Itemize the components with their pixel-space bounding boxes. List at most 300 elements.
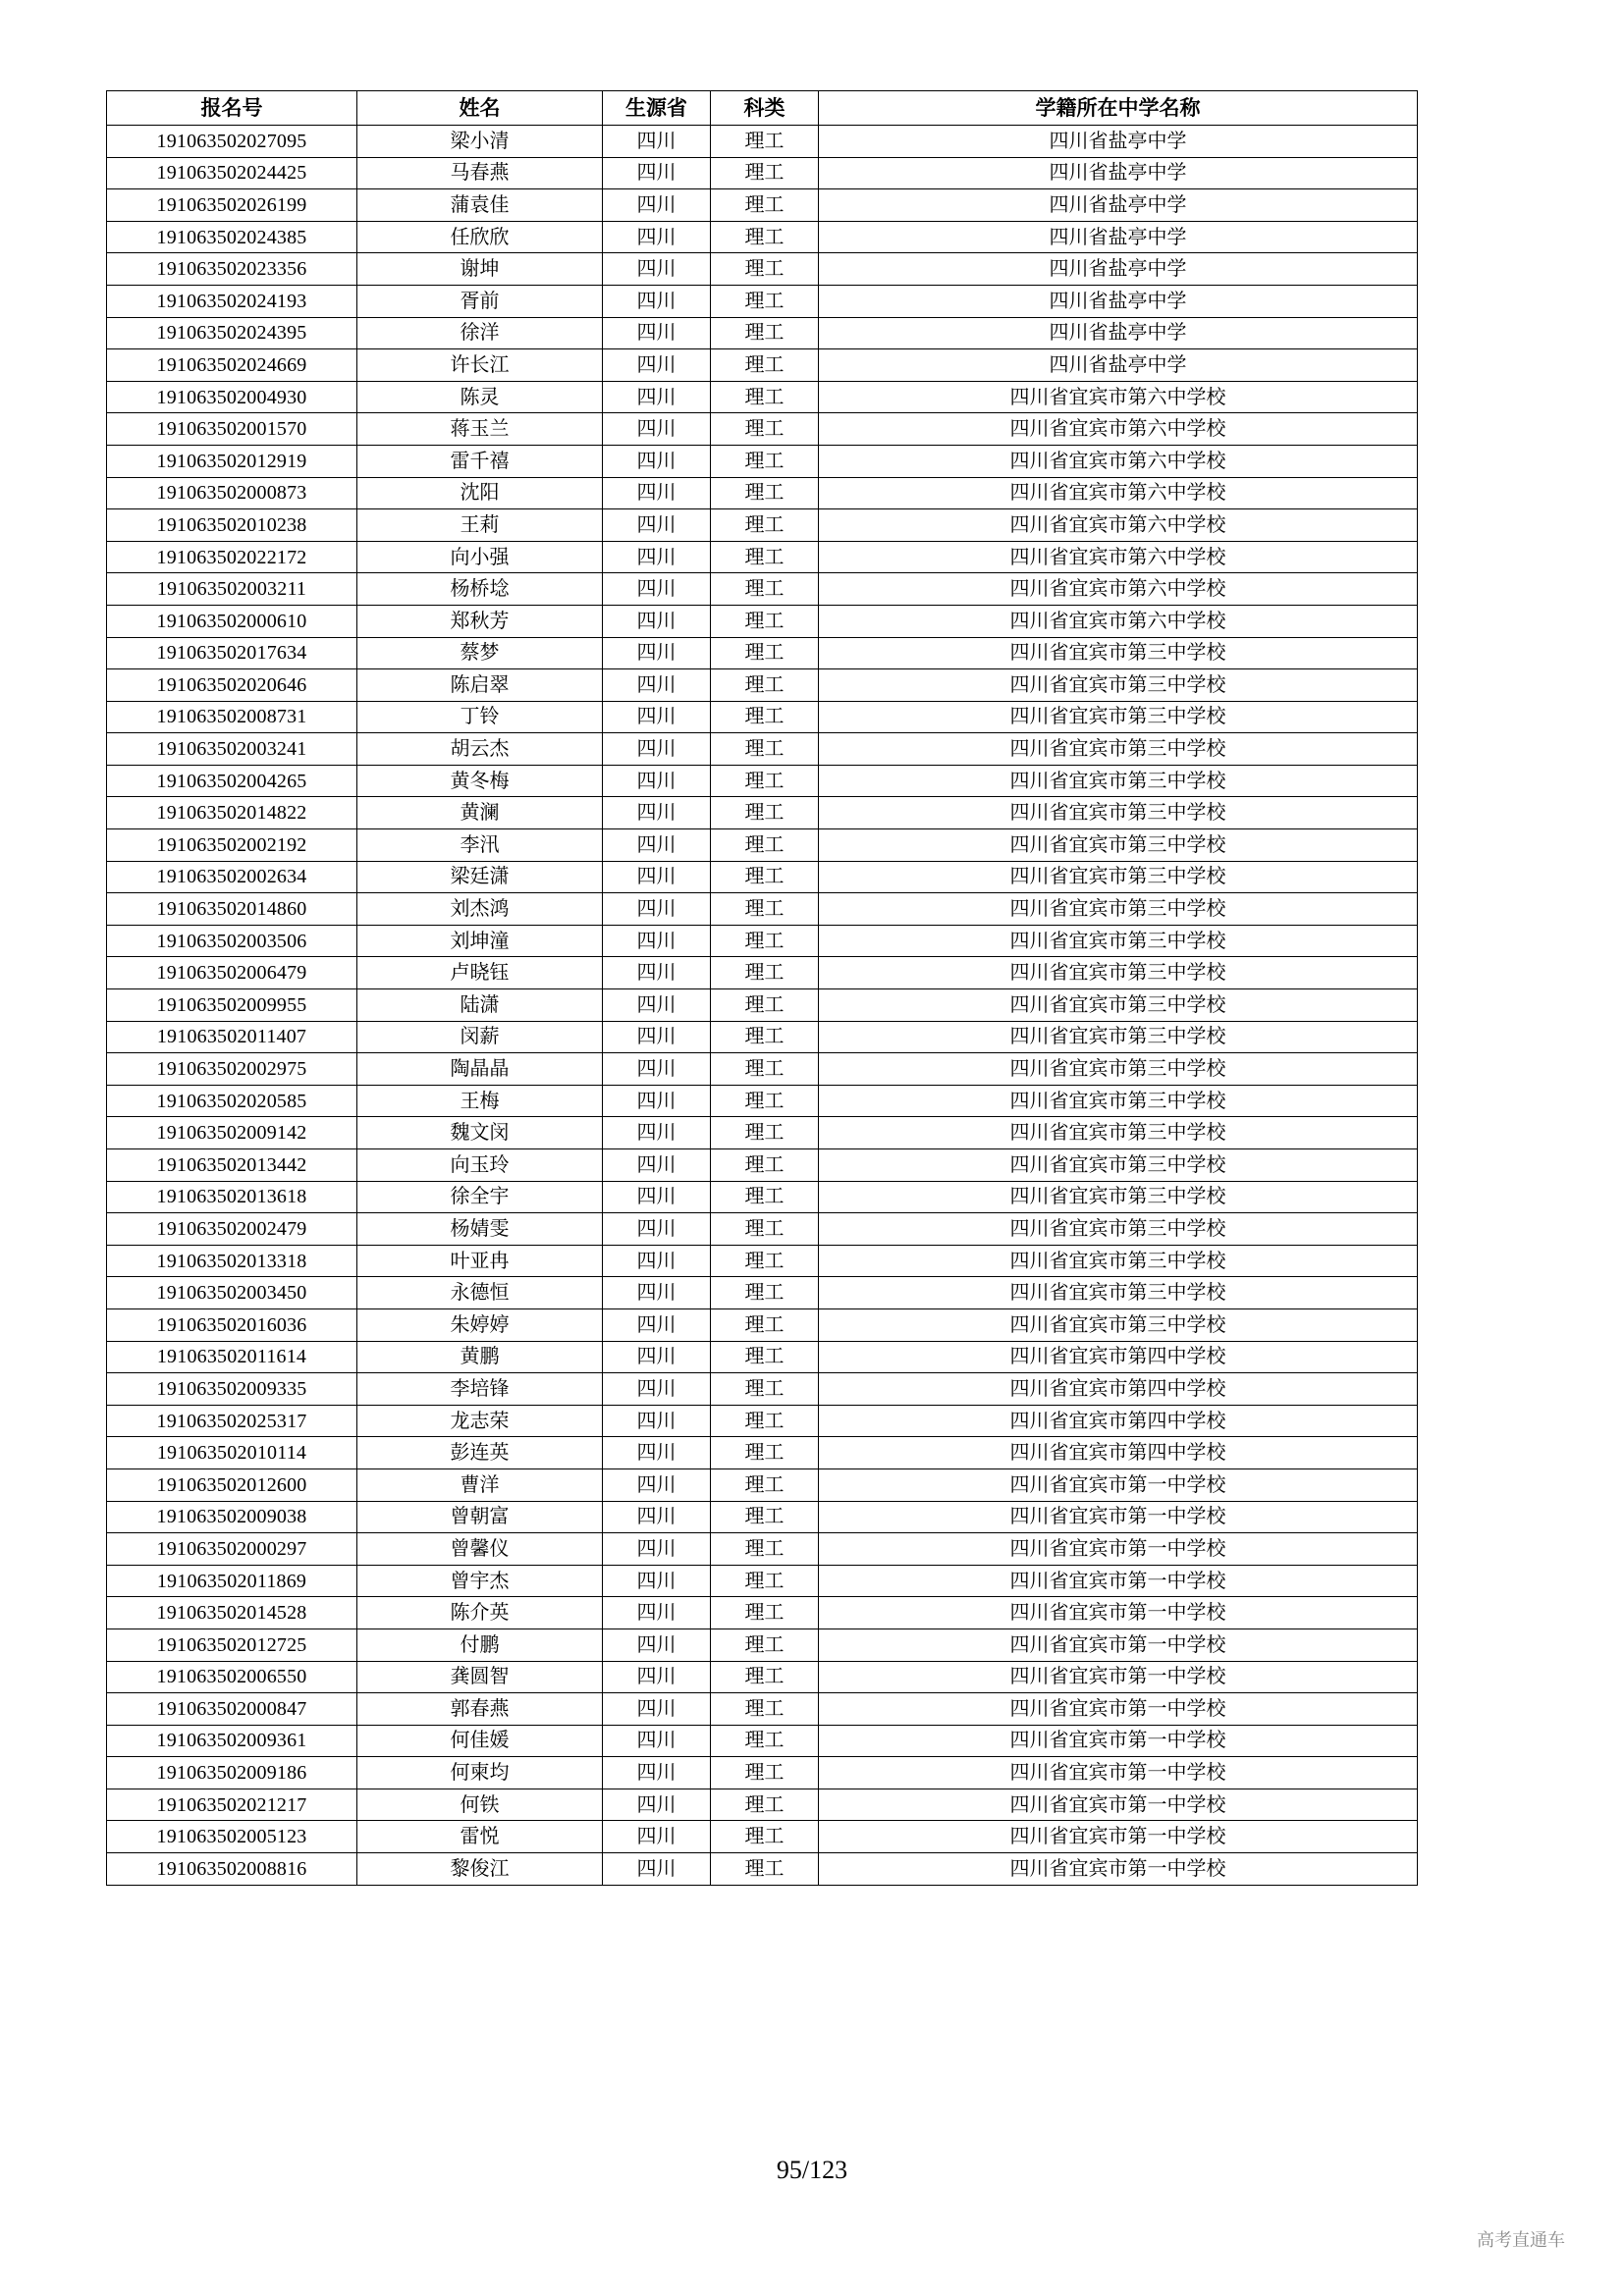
cell-province: 四川 (603, 1181, 711, 1213)
cell-category: 理工 (711, 317, 819, 349)
table-row (107, 221, 1418, 253)
cell-province: 四川 (603, 157, 711, 189)
cell-category: 理工 (711, 1117, 819, 1149)
cell-category: 理工 (711, 381, 819, 413)
table-row (107, 1853, 1418, 1886)
cell-name: 陈启翠 (357, 669, 603, 702)
table-row (107, 349, 1418, 382)
cell-category: 理工 (711, 573, 819, 606)
cell-name: 黎俊江 (357, 1853, 603, 1886)
cell-province: 四川 (603, 1821, 711, 1853)
cell-school: 四川省宜宾市第三中学校 (819, 829, 1418, 862)
cell-school: 四川省宜宾市第三中学校 (819, 893, 1418, 926)
cell-school: 四川省宜宾市第一中学校 (819, 1725, 1418, 1757)
cell-id: 191063502004930 (107, 381, 357, 413)
cell-name: 永德恒 (357, 1277, 603, 1309)
table-row (107, 477, 1418, 509)
cell-province: 四川 (603, 861, 711, 893)
cell-name: 梁小清 (357, 126, 603, 158)
cell-category: 理工 (711, 1789, 819, 1821)
cell-province: 四川 (603, 701, 711, 733)
cell-name: 马春燕 (357, 157, 603, 189)
cell-province: 四川 (603, 413, 711, 446)
cell-province: 四川 (603, 669, 711, 702)
cell-id: 191063502009038 (107, 1501, 357, 1533)
cell-school: 四川省宜宾市第三中学校 (819, 669, 1418, 702)
cell-category: 理工 (711, 1149, 819, 1182)
cell-name: 陈介英 (357, 1597, 603, 1629)
cell-name: 陈灵 (357, 381, 603, 413)
cell-name: 谢坤 (357, 253, 603, 286)
table-row (107, 157, 1418, 189)
cell-id: 191063502000297 (107, 1533, 357, 1566)
table-row (107, 1405, 1418, 1437)
roster-table-container (106, 90, 1417, 1886)
cell-province: 四川 (603, 925, 711, 957)
cell-school: 四川省宜宾市第一中学校 (819, 1501, 1418, 1533)
cell-school: 四川省宜宾市第三中学校 (819, 957, 1418, 989)
cell-category: 理工 (711, 669, 819, 702)
table-row (107, 573, 1418, 606)
cell-province: 四川 (603, 253, 711, 286)
table-row (107, 1437, 1418, 1469)
cell-category: 理工 (711, 733, 819, 766)
cell-name: 王梅 (357, 1085, 603, 1117)
cell-province: 四川 (603, 765, 711, 797)
cell-province: 四川 (603, 733, 711, 766)
cell-school: 四川省宜宾市第三中学校 (819, 1053, 1418, 1086)
cell-category: 理工 (711, 1725, 819, 1757)
table-row (107, 1053, 1418, 1086)
column-header-name: 姓名 (357, 91, 603, 126)
cell-province: 四川 (603, 477, 711, 509)
cell-id: 191063502000873 (107, 477, 357, 509)
table-row (107, 126, 1418, 158)
cell-province: 四川 (603, 285, 711, 317)
table-body (107, 126, 1418, 1886)
cell-province: 四川 (603, 1085, 711, 1117)
cell-category: 理工 (711, 1085, 819, 1117)
cell-id: 191063502002634 (107, 861, 357, 893)
table-row (107, 509, 1418, 542)
cell-name: 雷悦 (357, 1821, 603, 1853)
cell-school: 四川省宜宾市第一中学校 (819, 1533, 1418, 1566)
cell-province: 四川 (603, 637, 711, 669)
cell-category: 理工 (711, 765, 819, 797)
cell-province: 四川 (603, 957, 711, 989)
table-row (107, 1308, 1418, 1341)
cell-id: 191063502013442 (107, 1149, 357, 1182)
cell-school: 四川省宜宾市第四中学校 (819, 1437, 1418, 1469)
table-row (107, 1629, 1418, 1661)
cell-id: 191063502012725 (107, 1629, 357, 1661)
cell-category: 理工 (711, 1821, 819, 1853)
cell-category: 理工 (711, 349, 819, 382)
column-header-category: 科类 (711, 91, 819, 126)
cell-school: 四川省宜宾市第三中学校 (819, 1021, 1418, 1053)
cell-name: 梁廷潇 (357, 861, 603, 893)
cell-name: 郭春燕 (357, 1693, 603, 1726)
table-row (107, 1181, 1418, 1213)
cell-category: 理工 (711, 1468, 819, 1501)
cell-school: 四川省宜宾市第三中学校 (819, 733, 1418, 766)
cell-school: 四川省宜宾市第六中学校 (819, 573, 1418, 606)
cell-id: 191063502013618 (107, 1181, 357, 1213)
cell-category: 理工 (711, 285, 819, 317)
cell-school: 四川省宜宾市第一中学校 (819, 1468, 1418, 1501)
cell-id: 191063502011869 (107, 1565, 357, 1597)
cell-id: 191063502012919 (107, 445, 357, 477)
cell-category: 理工 (711, 1308, 819, 1341)
table-row (107, 1021, 1418, 1053)
cell-name: 刘杰鸿 (357, 893, 603, 926)
cell-name: 黄冬梅 (357, 765, 603, 797)
cell-id: 191063502000610 (107, 605, 357, 637)
cell-name: 付鹏 (357, 1629, 603, 1661)
cell-name: 叶亚冉 (357, 1245, 603, 1277)
cell-id: 191063502027095 (107, 126, 357, 158)
cell-category: 理工 (711, 413, 819, 446)
cell-school: 四川省宜宾市第三中学校 (819, 1181, 1418, 1213)
cell-category: 理工 (711, 1533, 819, 1566)
cell-school: 四川省宜宾市第三中学校 (819, 797, 1418, 829)
cell-province: 四川 (603, 126, 711, 158)
cell-id: 191063502014860 (107, 893, 357, 926)
table-row (107, 797, 1418, 829)
cell-province: 四川 (603, 1501, 711, 1533)
cell-province: 四川 (603, 1213, 711, 1246)
cell-id: 191063502022172 (107, 541, 357, 573)
table-row (107, 925, 1418, 957)
cell-name: 曹洋 (357, 1468, 603, 1501)
cell-name: 丁铃 (357, 701, 603, 733)
cell-school: 四川省宜宾市第三中学校 (819, 637, 1418, 669)
cell-name: 蔡梦 (357, 637, 603, 669)
cell-category: 理工 (711, 1373, 819, 1406)
cell-id: 191063502008731 (107, 701, 357, 733)
cell-category: 理工 (711, 477, 819, 509)
cell-id: 191063502020585 (107, 1085, 357, 1117)
cell-category: 理工 (711, 253, 819, 286)
cell-id: 191063502026199 (107, 189, 357, 222)
cell-province: 四川 (603, 573, 711, 606)
cell-category: 理工 (711, 1629, 819, 1661)
cell-province: 四川 (603, 317, 711, 349)
cell-school: 四川省宜宾市第三中学校 (819, 1149, 1418, 1182)
cell-category: 理工 (711, 189, 819, 222)
cell-id: 191063502010114 (107, 1437, 357, 1469)
cell-school: 四川省宜宾市第六中学校 (819, 381, 1418, 413)
cell-name: 蒋玉兰 (357, 413, 603, 446)
cell-category: 理工 (711, 1757, 819, 1789)
column-header-province: 生源省 (603, 91, 711, 126)
cell-category: 理工 (711, 126, 819, 158)
cell-id: 191063502006479 (107, 957, 357, 989)
cell-id: 191063502024425 (107, 157, 357, 189)
table-row (107, 1341, 1418, 1373)
table-row (107, 1501, 1418, 1533)
cell-school: 四川省宜宾市第三中学校 (819, 1245, 1418, 1277)
cell-id: 191063502011614 (107, 1341, 357, 1373)
cell-school: 四川省盐亭中学 (819, 157, 1418, 189)
cell-name: 郑秋芳 (357, 605, 603, 637)
cell-category: 理工 (711, 445, 819, 477)
table-row (107, 989, 1418, 1022)
cell-id: 191063502025317 (107, 1405, 357, 1437)
table-row (107, 1468, 1418, 1501)
cell-id: 191063502003506 (107, 925, 357, 957)
cell-province: 四川 (603, 1597, 711, 1629)
cell-school: 四川省宜宾市第一中学校 (819, 1821, 1418, 1853)
cell-name: 蒲袁佳 (357, 189, 603, 222)
cell-school: 四川省盐亭中学 (819, 253, 1418, 286)
cell-id: 191063502008816 (107, 1853, 357, 1886)
cell-province: 四川 (603, 509, 711, 542)
cell-school: 四川省宜宾市第一中学校 (819, 1693, 1418, 1726)
cell-school: 四川省宜宾市第三中学校 (819, 925, 1418, 957)
cell-name: 彭连英 (357, 1437, 603, 1469)
cell-name: 黄鹏 (357, 1341, 603, 1373)
cell-province: 四川 (603, 541, 711, 573)
cell-province: 四川 (603, 1468, 711, 1501)
cell-school: 四川省宜宾市第一中学校 (819, 1565, 1418, 1597)
table-header-row (107, 91, 1418, 126)
cell-name: 徐洋 (357, 317, 603, 349)
cell-school: 四川省宜宾市第三中学校 (819, 701, 1418, 733)
cell-id: 191063502005123 (107, 1821, 357, 1853)
footer-watermark: 高考直通车 (1477, 2230, 1565, 2250)
cell-name: 向玉玲 (357, 1149, 603, 1182)
cell-school: 四川省宜宾市第三中学校 (819, 989, 1418, 1022)
cell-school: 四川省盐亭中学 (819, 189, 1418, 222)
cell-name: 曾宇杰 (357, 1565, 603, 1597)
cell-school: 四川省宜宾市第六中学校 (819, 445, 1418, 477)
cell-province: 四川 (603, 893, 711, 926)
cell-id: 191063502023356 (107, 253, 357, 286)
table-row (107, 1245, 1418, 1277)
cell-province: 四川 (603, 1565, 711, 1597)
cell-name: 徐全宇 (357, 1181, 603, 1213)
cell-id: 191063502010238 (107, 509, 357, 542)
cell-id: 191063502009186 (107, 1757, 357, 1789)
cell-name: 雷千禧 (357, 445, 603, 477)
cell-name: 胥前 (357, 285, 603, 317)
cell-id: 191063502016036 (107, 1308, 357, 1341)
cell-category: 理工 (711, 829, 819, 862)
cell-name: 龙志荣 (357, 1405, 603, 1437)
cell-school: 四川省盐亭中学 (819, 126, 1418, 158)
page-number: 95/123 (776, 2156, 848, 2184)
cell-category: 理工 (711, 1597, 819, 1629)
cell-category: 理工 (711, 925, 819, 957)
cell-province: 四川 (603, 1149, 711, 1182)
cell-name: 朱婷婷 (357, 1308, 603, 1341)
cell-school: 四川省宜宾市第四中学校 (819, 1341, 1418, 1373)
cell-province: 四川 (603, 1437, 711, 1469)
table-row (107, 1597, 1418, 1629)
cell-name: 黄澜 (357, 797, 603, 829)
cell-school: 四川省宜宾市第六中学校 (819, 605, 1418, 637)
cell-province: 四川 (603, 1245, 711, 1277)
cell-category: 理工 (711, 989, 819, 1022)
cell-school: 四川省宜宾市第三中学校 (819, 1277, 1418, 1309)
table-row (107, 637, 1418, 669)
table-row (107, 285, 1418, 317)
table-row (107, 1277, 1418, 1309)
table-row (107, 733, 1418, 766)
cell-school: 四川省宜宾市第三中学校 (819, 861, 1418, 893)
cell-province: 四川 (603, 221, 711, 253)
cell-province: 四川 (603, 605, 711, 637)
cell-id: 191063502014822 (107, 797, 357, 829)
cell-province: 四川 (603, 189, 711, 222)
table-row (107, 861, 1418, 893)
cell-name: 任欣欣 (357, 221, 603, 253)
cell-id: 191063502002479 (107, 1213, 357, 1246)
cell-school: 四川省宜宾市第六中学校 (819, 413, 1418, 446)
table-row (107, 381, 1418, 413)
table-row (107, 445, 1418, 477)
cell-category: 理工 (711, 701, 819, 733)
cell-category: 理工 (711, 1053, 819, 1086)
cell-id: 191063502011407 (107, 1021, 357, 1053)
cell-province: 四川 (603, 1853, 711, 1886)
cell-category: 理工 (711, 1693, 819, 1726)
cell-province: 四川 (603, 1308, 711, 1341)
table-row (107, 253, 1418, 286)
cell-id: 191063502004265 (107, 765, 357, 797)
table-row (107, 765, 1418, 797)
cell-province: 四川 (603, 381, 711, 413)
table-row (107, 1693, 1418, 1726)
cell-category: 理工 (711, 1181, 819, 1213)
cell-category: 理工 (711, 1501, 819, 1533)
cell-category: 理工 (711, 1021, 819, 1053)
cell-province: 四川 (603, 797, 711, 829)
cell-school: 四川省盐亭中学 (819, 317, 1418, 349)
cell-name: 李培锋 (357, 1373, 603, 1406)
table-row (107, 1565, 1418, 1597)
cell-province: 四川 (603, 1053, 711, 1086)
table-header (107, 91, 1418, 126)
table-row (107, 317, 1418, 349)
cell-name: 王莉 (357, 509, 603, 542)
cell-name: 陆潇 (357, 989, 603, 1022)
cell-category: 理工 (711, 605, 819, 637)
cell-id: 191063502003241 (107, 733, 357, 766)
table-row (107, 541, 1418, 573)
cell-category: 理工 (711, 1213, 819, 1246)
cell-school: 四川省宜宾市第六中学校 (819, 541, 1418, 573)
roster-table (106, 90, 1418, 1886)
cell-category: 理工 (711, 797, 819, 829)
cell-school: 四川省宜宾市第三中学校 (819, 765, 1418, 797)
cell-school: 四川省宜宾市第四中学校 (819, 1373, 1418, 1406)
table-row (107, 189, 1418, 222)
cell-school: 四川省宜宾市第三中学校 (819, 1213, 1418, 1246)
cell-category: 理工 (711, 1405, 819, 1437)
cell-category: 理工 (711, 1437, 819, 1469)
cell-id: 191063502003211 (107, 573, 357, 606)
cell-province: 四川 (603, 349, 711, 382)
cell-name: 何佳媛 (357, 1725, 603, 1757)
cell-province: 四川 (603, 1789, 711, 1821)
cell-name: 陶晶晶 (357, 1053, 603, 1086)
table-row (107, 669, 1418, 702)
cell-school: 四川省宜宾市第六中学校 (819, 509, 1418, 542)
table-row (107, 605, 1418, 637)
cell-name: 向小强 (357, 541, 603, 573)
cell-province: 四川 (603, 989, 711, 1022)
column-header-id: 报名号 (107, 91, 357, 126)
cell-province: 四川 (603, 1629, 711, 1661)
cell-id: 191063502009955 (107, 989, 357, 1022)
cell-school: 四川省宜宾市第一中学校 (819, 1789, 1418, 1821)
cell-id: 191063502024193 (107, 285, 357, 317)
table-row (107, 1373, 1418, 1406)
table-row (107, 1085, 1418, 1117)
cell-category: 理工 (711, 637, 819, 669)
cell-province: 四川 (603, 1757, 711, 1789)
cell-id: 191063502001570 (107, 413, 357, 446)
cell-category: 理工 (711, 1245, 819, 1277)
table-row (107, 1661, 1418, 1693)
cell-name: 许长江 (357, 349, 603, 382)
table-row (107, 701, 1418, 733)
cell-id: 191063502003450 (107, 1277, 357, 1309)
cell-school: 四川省宜宾市第四中学校 (819, 1405, 1418, 1437)
cell-province: 四川 (603, 1725, 711, 1757)
cell-category: 理工 (711, 221, 819, 253)
table-row (107, 1789, 1418, 1821)
cell-id: 191063502021217 (107, 1789, 357, 1821)
cell-name: 曾馨仪 (357, 1533, 603, 1566)
cell-school: 四川省宜宾市第三中学校 (819, 1117, 1418, 1149)
cell-province: 四川 (603, 1341, 711, 1373)
cell-id: 191063502017634 (107, 637, 357, 669)
cell-school: 四川省宜宾市第一中学校 (819, 1629, 1418, 1661)
cell-id: 191063502024669 (107, 349, 357, 382)
cell-province: 四川 (603, 1021, 711, 1053)
table-row (107, 1533, 1418, 1566)
cell-category: 理工 (711, 541, 819, 573)
cell-category: 理工 (711, 157, 819, 189)
cell-category: 理工 (711, 1341, 819, 1373)
cell-category: 理工 (711, 509, 819, 542)
cell-id: 191063502009142 (107, 1117, 357, 1149)
cell-name: 刘坤潼 (357, 925, 603, 957)
cell-province: 四川 (603, 1373, 711, 1406)
cell-school: 四川省宜宾市第六中学校 (819, 477, 1418, 509)
table-row (107, 413, 1418, 446)
cell-id: 191063502002192 (107, 829, 357, 862)
cell-id: 191063502009361 (107, 1725, 357, 1757)
cell-name: 卢晓钰 (357, 957, 603, 989)
cell-province: 四川 (603, 1405, 711, 1437)
cell-school: 四川省宜宾市第一中学校 (819, 1661, 1418, 1693)
cell-name: 杨婧雯 (357, 1213, 603, 1246)
cell-name: 何铁 (357, 1789, 603, 1821)
cell-id: 191063502020646 (107, 669, 357, 702)
table-row (107, 1117, 1418, 1149)
cell-id: 191063502024395 (107, 317, 357, 349)
cell-category: 理工 (711, 1661, 819, 1693)
cell-name: 曾朝富 (357, 1501, 603, 1533)
cell-school: 四川省宜宾市第三中学校 (819, 1085, 1418, 1117)
cell-province: 四川 (603, 1533, 711, 1566)
cell-name: 闵薪 (357, 1021, 603, 1053)
cell-school: 四川省盐亭中学 (819, 349, 1418, 382)
